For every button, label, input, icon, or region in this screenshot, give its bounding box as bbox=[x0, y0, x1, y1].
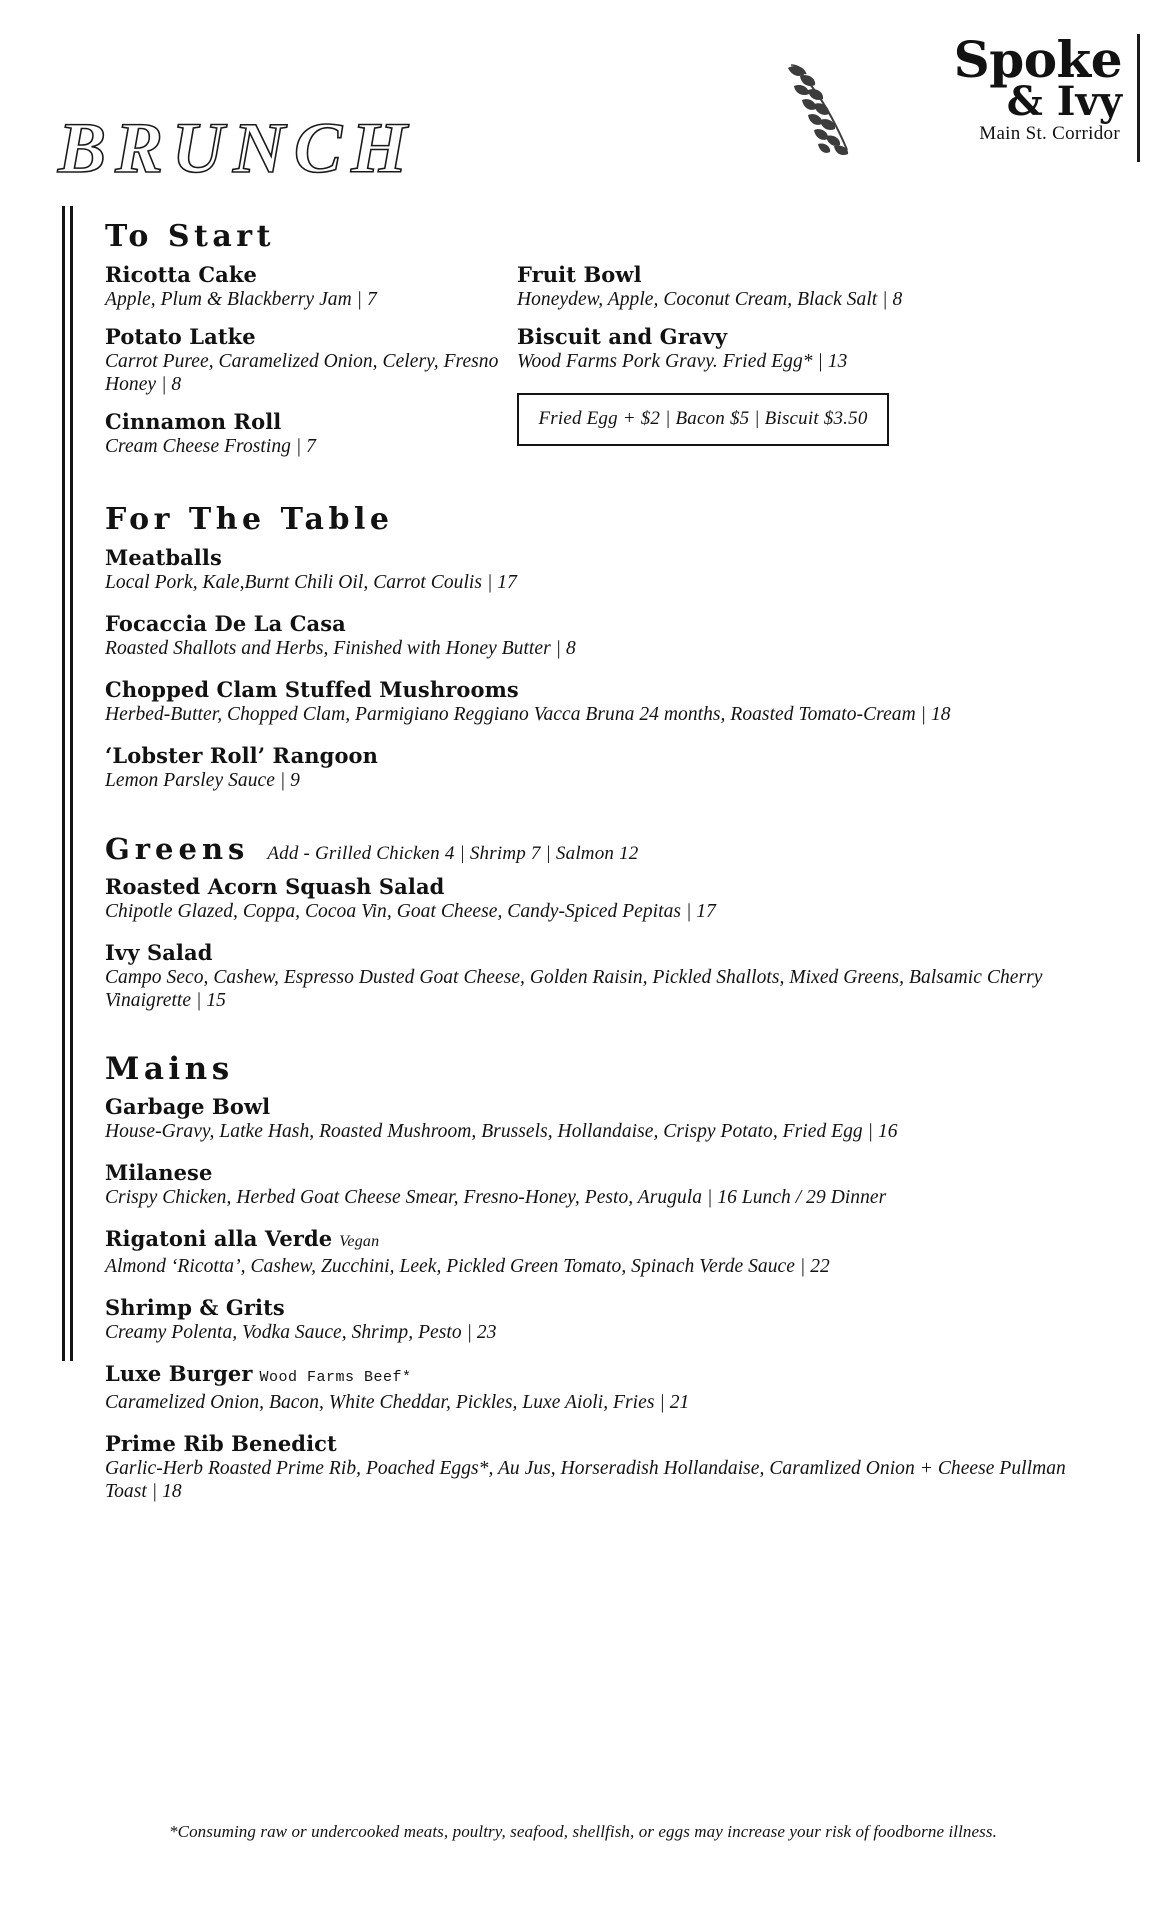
allergen-disclaimer: *Consuming raw or undercooked meats, poultry, seafood, shellfish, or eggs may increase your risk of foodborne illness. bbox=[169, 1822, 997, 1841]
page-title: BRUNCH bbox=[58, 108, 417, 188]
item-description: Cream Cheese Frosting | 7 bbox=[105, 436, 316, 457]
section-header bbox=[105, 501, 1105, 539]
menu-item[interactable] bbox=[105, 1094, 1105, 1143]
item-description: Crispy Chicken, Herbed Goat Cheese Smear, Fresno-Honey, Pesto, Arugula | 16 Lunch / 29 Dinner bbox=[105, 1187, 887, 1208]
item-description: Carrot Puree, Caramelized Onion, Celery, Fresno Honey | 8 bbox=[105, 351, 499, 395]
menu-header bbox=[0, 0, 1166, 210]
section-greens bbox=[105, 830, 1105, 1012]
brand-name-secondary: & Ivy bbox=[1006, 78, 1122, 125]
item-name: Potato Latke bbox=[105, 324, 256, 349]
item-name: Ivy Salad bbox=[105, 940, 213, 965]
item-description: Herbed-Butter, Chopped Clam, Parmigiano Reggiano Vacca Bruna 24 months, Roasted Tomato-Cream | 18 bbox=[105, 704, 951, 725]
section-title-mains: Mains bbox=[105, 1051, 234, 1087]
item-description: Honeydew, Apple, Coconut Cream, Black Salt | 8 bbox=[517, 289, 903, 310]
item-description: Apple, Plum & Blackberry Jam | 7 bbox=[105, 289, 377, 310]
left-rule-inner bbox=[70, 206, 73, 1361]
menu-item[interactable] bbox=[105, 611, 1105, 660]
menu-item[interactable] bbox=[105, 324, 505, 396]
left-rule-outer bbox=[62, 206, 65, 1361]
menu-item[interactable] bbox=[105, 940, 1105, 1012]
menu-item[interactable] bbox=[105, 545, 1105, 594]
item-source-tag: Wood Farms Beef* bbox=[259, 1369, 412, 1386]
add-ons-text: Fried Egg + $2 | Bacon $5 | Biscuit $3.50 bbox=[538, 408, 868, 429]
menu-item[interactable] bbox=[105, 743, 1105, 792]
item-name: Shrimp & Grits bbox=[105, 1295, 285, 1320]
item-name: Garbage Bowl bbox=[105, 1094, 271, 1119]
item-name: Biscuit and Gravy bbox=[517, 324, 728, 349]
item-description: Creamy Polenta, Vodka Sauce, Shrimp, Pesto | 23 bbox=[105, 1322, 497, 1343]
item-name: Fruit Bowl bbox=[517, 262, 642, 287]
item-description: Caramelized Onion, Bacon, White Cheddar, Pickles, Luxe Aioli, Fries | 21 bbox=[105, 1392, 690, 1413]
menu-item[interactable] bbox=[105, 1431, 1105, 1503]
section-header bbox=[105, 1050, 1105, 1088]
menu-body bbox=[105, 218, 1105, 1520]
item-description: Almond ‘Ricotta’, Cashew, Zucchini, Leek, Pickled Green Tomato, Spinach Verde Sauce | 22 bbox=[105, 1256, 830, 1277]
to-start-columns bbox=[105, 262, 1105, 471]
section-to-start bbox=[105, 218, 1105, 471]
menu-item[interactable] bbox=[517, 324, 1025, 373]
item-description: Local Pork, Kale,Burnt Chili Oil, Carrot Coulis | 17 bbox=[105, 572, 517, 593]
menu-item[interactable] bbox=[105, 409, 505, 458]
to-start-left-column bbox=[105, 262, 505, 471]
item-name: Chopped Clam Stuffed Mushrooms bbox=[105, 677, 519, 702]
section-for-the-table bbox=[105, 501, 1105, 792]
section-mains bbox=[105, 1050, 1105, 1503]
item-description: Garlic-Herb Roasted Prime Rib, Poached Eggs*, Au Jus, Horseradish Hollandaise, Caramlized Onion + Cheese Pullman Toast | 18 bbox=[105, 1458, 1066, 1502]
menu-item[interactable] bbox=[517, 262, 1025, 311]
section-title-to-start: To Start bbox=[105, 219, 275, 254]
section-title-for-the-table: For The Table bbox=[105, 502, 394, 537]
item-name: Rigatoni alla Verde bbox=[105, 1226, 333, 1251]
add-ons-box bbox=[517, 393, 889, 446]
menu-footer bbox=[0, 1821, 1166, 1842]
item-diet-tag: Vegan bbox=[339, 1233, 380, 1250]
menu-item[interactable] bbox=[105, 1295, 1105, 1344]
menu-item[interactable] bbox=[105, 874, 1105, 923]
item-name: Milanese bbox=[105, 1160, 213, 1185]
ivy-sprig-icon bbox=[780, 62, 858, 158]
item-name: Ricotta Cake bbox=[105, 262, 257, 287]
menu-item[interactable] bbox=[105, 1361, 1105, 1414]
item-name-row bbox=[105, 1226, 1105, 1254]
brand-logo bbox=[798, 30, 1128, 164]
section-title-greens: Greens bbox=[105, 832, 250, 866]
section-header bbox=[105, 218, 1105, 256]
item-name: Meatballs bbox=[105, 545, 222, 570]
item-description: Wood Farms Pork Gravy. Fried Egg* | 13 bbox=[517, 351, 848, 372]
item-name: Focaccia De La Casa bbox=[105, 611, 346, 636]
menu-item[interactable] bbox=[105, 1226, 1105, 1278]
section-header bbox=[105, 830, 1105, 868]
greens-addons: Add - Grilled Chicken 4 | Shrimp 7 | Salmon 12 bbox=[267, 843, 639, 864]
item-description: Campo Seco, Cashew, Espresso Dusted Goat Cheese, Golden Raisin, Pickled Shallots, Mixed Greens, Balsamic Cherry Vinaigrette | 15 bbox=[105, 967, 1043, 1011]
brand-name-primary: Spoke bbox=[953, 30, 1122, 89]
header-vertical-rule bbox=[1137, 34, 1140, 162]
item-description: House-Gravy, Latke Hash, Roasted Mushroom, Brussels, Hollandaise, Crispy Potato, Fried Egg | 16 bbox=[105, 1121, 898, 1142]
menu-item[interactable] bbox=[105, 262, 505, 311]
item-name: Cinnamon Roll bbox=[105, 409, 282, 434]
to-start-right-column bbox=[505, 262, 1025, 471]
item-name: ‘Lobster Roll’ Rangoon bbox=[105, 743, 379, 768]
item-description: Lemon Parsley Sauce | 9 bbox=[105, 770, 300, 791]
item-name-row bbox=[105, 1361, 1105, 1390]
item-description: Chipotle Glazed, Coppa, Cocoa Vin, Goat Cheese, Candy-Spiced Pepitas | 17 bbox=[105, 901, 716, 922]
item-name: Luxe Burger bbox=[105, 1361, 253, 1386]
menu-item[interactable] bbox=[105, 677, 1105, 726]
menu-item[interactable] bbox=[105, 1160, 1105, 1209]
item-name: Prime Rib Benedict bbox=[105, 1431, 337, 1456]
brand-subtitle: Main St. Corridor bbox=[979, 123, 1120, 144]
item-description: Roasted Shallots and Herbs, Finished with Honey Butter | 8 bbox=[105, 638, 576, 659]
item-name: Roasted Acorn Squash Salad bbox=[105, 874, 445, 899]
